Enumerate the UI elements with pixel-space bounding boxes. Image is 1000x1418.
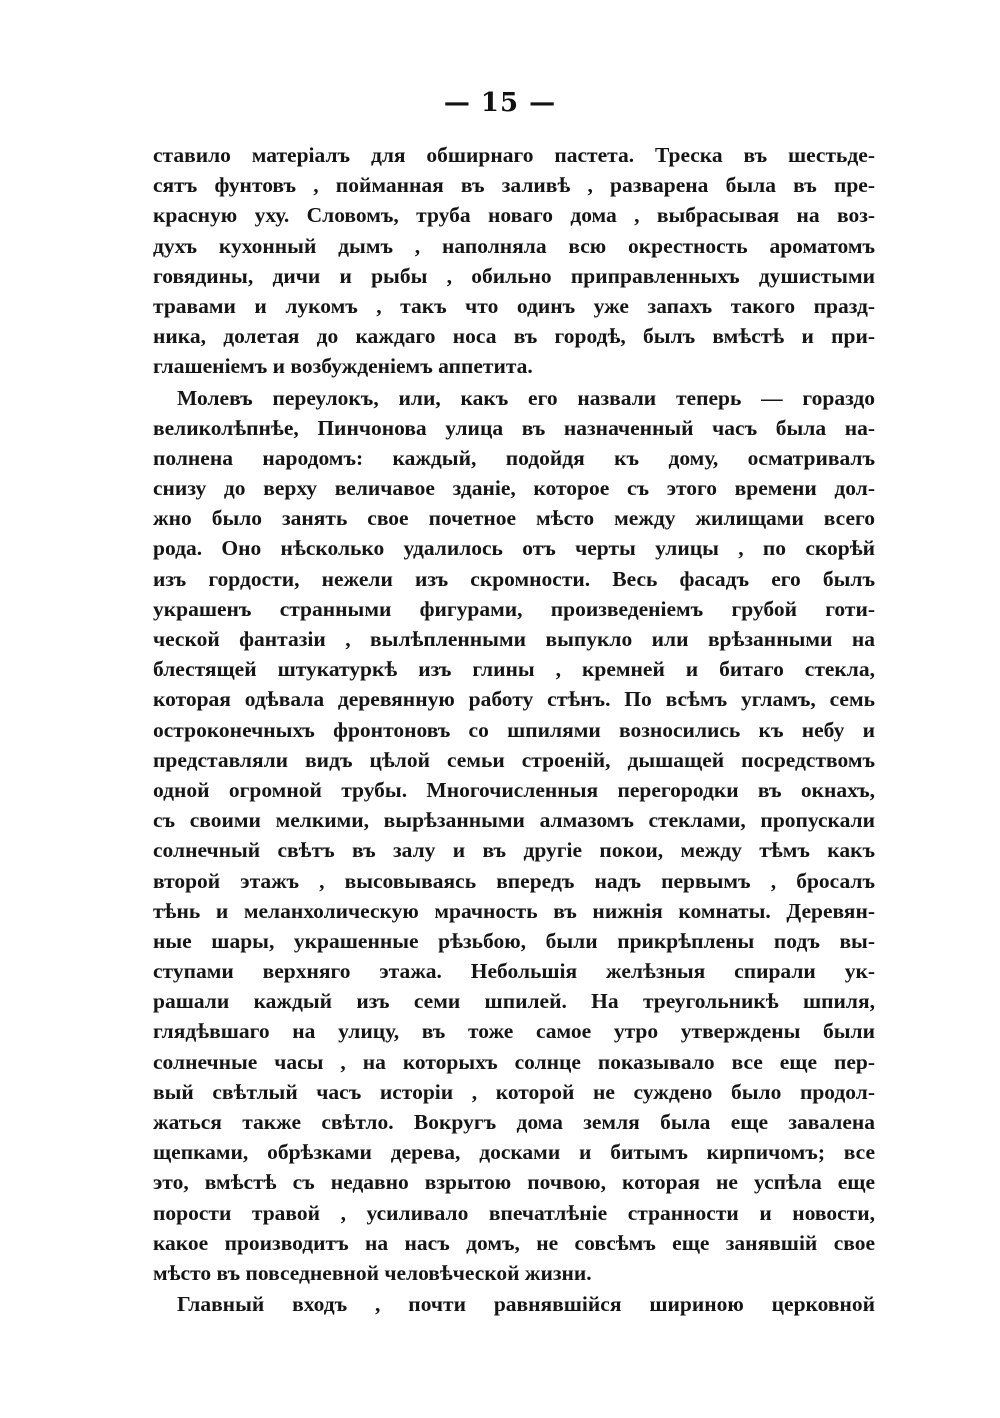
text-line: великолѣпнѣе, Пинчонова улица въ назначенный часъ была на-: [153, 415, 875, 440]
text-line: Главный входъ , почти равнявшійся шириною церковной: [177, 1292, 875, 1317]
text-line: второй этажъ , высовываясь впередъ надъ первымъ , бросалъ: [153, 868, 875, 893]
text-line: тѣнь и меланхолическую мрачность въ нижнія комнаты. Деревян-: [153, 898, 875, 923]
text-line: изъ гордости, нежели изъ скромности. Весь фасадъ его былъ: [153, 566, 875, 591]
text-line: ступами верхняго этажа. Небольшія желѣзныя спирали ук-: [153, 959, 875, 984]
text-line: рашали каждый изъ семи шпилей. На треугольникѣ шпиля,: [153, 989, 875, 1014]
text-line: которая одѣвала деревянную работу стѣнъ. По всѣмъ угламъ, семь: [153, 687, 875, 712]
text-line: говядины, дичи и рыбы , обильно приправленныхъ душистыми: [153, 263, 875, 288]
paragraph-2: [153, 383, 875, 1289]
text-line: солнечные часы , на которыхъ солнце показывало все еще пер-: [153, 1049, 875, 1074]
text-line: представляли видъ цѣлой семьи строеній, дышащей посредствомъ: [153, 747, 875, 772]
text-line: Молевъ переулокъ, или, какъ его назвали теперь — гораздо: [177, 385, 875, 410]
text-line: ческой фантазіи , вылѣпленными выпукло или врѣзанными на: [153, 627, 875, 651]
text-line: глашеніемъ и возбужденіемъ аппетита.: [153, 354, 533, 379]
text-line: духъ кухонный дымъ , наполняла всю окрестность ароматомъ: [153, 233, 875, 258]
paragraph-3: [153, 1289, 875, 1319]
body-text: [153, 140, 875, 1319]
page-number: — 15 —: [443, 88, 557, 118]
text-line: полнена народомъ: каждый, подойдя къ дому, осматривалъ: [153, 445, 875, 470]
text-line: сятъ фунтовъ , пойманная въ заливѣ , разварена была въ пре-: [153, 173, 875, 198]
text-line: красную уху. Словомъ, труба новаго дома , выбрасывая на воз-: [153, 203, 875, 228]
text-line: ные шары, украшенные рѣзьбою, были прикрѣплены подъ вы-: [153, 928, 875, 953]
text-line: жаться также свѣтло. Вокругъ дома земля была еще завалена: [153, 1110, 875, 1134]
text-line: ника, долетая до каждаго носа въ городѣ, былъ вмѣстѣ и при-: [153, 324, 875, 349]
text-line: остроконечныхъ фронтоновъ со шпилями возносились къ небу и: [153, 717, 875, 742]
text-line: жно было занять свое почетное мѣсто между жилищами всего: [153, 506, 875, 531]
text-line: снизу до верху величавое зданіе, которое съ этого времени дол-: [153, 476, 875, 501]
text-line: травами и лукомъ , такъ что одинъ уже запахъ такого празд-: [153, 293, 875, 318]
text-line: одной огромной трубы. Многочисленныя перегородки въ окнахъ,: [153, 777, 875, 802]
text-line: это, вмѣстѣ съ недавно взрытою почвою, которая не успѣла еще: [153, 1170, 875, 1195]
text-line: блестящей штукатуркѣ изъ глины , кремней и битаго стекла,: [153, 657, 875, 682]
text-line: ставило матеріалъ для обширнаго пастета. Треска въ шестьде-: [153, 143, 875, 167]
text-line: мѣсто въ повседневной человѣческой жизни.: [153, 1260, 592, 1285]
text-line: порости травой , усиливало впечатлѣніе странности и новости,: [153, 1200, 875, 1225]
text-line: съ своими мелкими, вырѣзанными алмазомъ стеклами, пропускали: [153, 808, 875, 833]
text-line: рода. Оно нѣсколько удалилось отъ черты улицы , по скорѣй: [153, 536, 875, 561]
text-line: какое производитъ на насъ домъ, не совсѣмъ еще занявшій свое: [153, 1230, 875, 1255]
paragraph-1: [153, 140, 875, 382]
text-line: украшенъ странными фигурами, произведеніемъ грубой готи-: [153, 596, 875, 621]
text-line: вый свѣтлый часъ исторіи , которой не суждено было продол-: [153, 1079, 875, 1104]
text-line: щепками, обрѣзками дерева, досками и битымъ кирпичомъ; все: [153, 1140, 875, 1165]
text-line: глядѣвшаго на улицу, въ тоже самое утро утверждены были: [153, 1019, 875, 1044]
text-line: солнечный свѣтъ въ залу и въ другіе покои, между тѣмъ какъ: [153, 838, 875, 863]
